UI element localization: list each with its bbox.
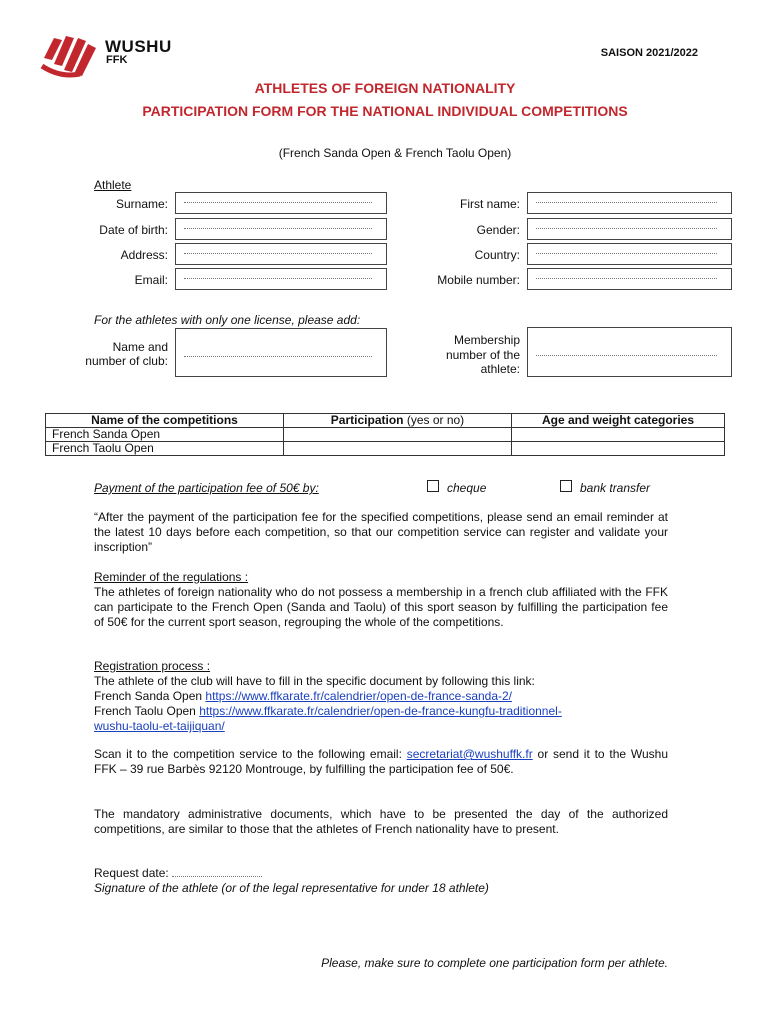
regulations-text: The athletes of foreign nationality who do not possess a membership in a french club affiliated with the FFK can participate to the French Open (Sanda and Taolu) of this sport season by fulfilling the participation fee of 50€ for the current sport season, regrouping the whole of the competitions. xyxy=(94,585,668,629)
table-row xyxy=(46,428,725,442)
firstname-field[interactable] xyxy=(527,192,732,214)
membership-label: Membership number of the athlete: xyxy=(445,333,520,376)
participation-cell[interactable] xyxy=(284,428,512,442)
taolu-open-link[interactable]: https://www.ffkarate.fr/calendrier/open-de-france-kungfu-traditionnel- xyxy=(199,704,562,718)
license-note: For the athletes with only one license, please add: xyxy=(94,313,361,327)
regulations-heading: Reminder of the regulations : xyxy=(94,570,249,584)
bank-transfer-checkbox[interactable] xyxy=(560,480,572,492)
membership-field[interactable] xyxy=(527,327,732,377)
title-line-1: ATHLETES OF FOREIGN NATIONALITY xyxy=(254,80,516,96)
request-date[interactable]: Request date: xyxy=(94,866,262,880)
table-header-row xyxy=(46,414,725,428)
title-line-2: PARTICIPATION FORM FOR THE NATIONAL INDIVIDUAL COMPETITIONS xyxy=(142,103,628,119)
taolu-open-label: French Taolu Open xyxy=(94,704,196,718)
surname-field[interactable] xyxy=(175,192,387,214)
country-label: Country: xyxy=(474,248,520,262)
registration-heading: Registration process : xyxy=(94,659,211,673)
competition-name: French Taolu Open xyxy=(46,442,284,456)
bank-transfer-label: bank transfer xyxy=(580,481,651,495)
competitions-table xyxy=(45,413,725,456)
dob-field[interactable] xyxy=(175,218,387,240)
secretariat-email-link[interactable]: secretariat@wushuffk.fr xyxy=(406,747,533,761)
documents-paragraph: The mandatory administrative documents, which have to be presented the day of the authorized competitions, are similar to those that the athletes of French nationality have to present. xyxy=(94,807,668,836)
registration-section xyxy=(94,659,668,734)
cheque-checkbox[interactable] xyxy=(427,480,439,492)
footer-note: Please, make sure to complete one participation form per athlete. xyxy=(321,956,668,970)
subtitle: (French Sanda Open & French Taolu Open) xyxy=(278,146,512,160)
address-label: Address: xyxy=(120,248,168,262)
header-participation: Participation (yes or no) xyxy=(284,414,512,428)
sanda-open-label: French Sanda Open xyxy=(94,689,203,703)
participation-cell[interactable] xyxy=(284,442,512,456)
categories-cell[interactable] xyxy=(512,428,725,442)
regulations-section xyxy=(94,570,668,630)
signature-label: Signature of the athlete (or of the legal representative for under 18 athlete) xyxy=(94,881,489,895)
cheque-label: cheque xyxy=(447,481,487,495)
scan-paragraph: Scan it to the competition service to the following email: secretariat@wushuffk.fr or send it to the Wushu FFK – 39 rue Barbès 92120 Montrouge, by fulfilling the participation fee of 50€. xyxy=(94,747,668,776)
gender-label: Gender: xyxy=(476,223,520,237)
club-label: Name and number of club: xyxy=(85,340,168,368)
taolu-open-link-cont[interactable]: wushu-taolu-et-taijiquan/ xyxy=(94,719,225,733)
header-competitions: Name of the competitions xyxy=(46,414,284,428)
surname-label: Surname: xyxy=(115,197,168,211)
logo-name: WUSHU xyxy=(105,37,172,56)
wushu-ffk-logo-icon xyxy=(40,30,100,78)
email-label: Email: xyxy=(134,273,168,287)
club-field[interactable] xyxy=(175,328,387,377)
table-row xyxy=(46,442,725,456)
payment-label: Payment of the participation fee of 50€ by: xyxy=(94,481,319,495)
categories-cell[interactable] xyxy=(512,442,725,456)
gender-field[interactable] xyxy=(527,218,732,240)
athlete-heading: Athlete xyxy=(94,178,132,192)
country-field[interactable] xyxy=(527,243,732,265)
mobile-label: Mobile number: xyxy=(437,273,520,287)
mobile-field[interactable] xyxy=(527,268,732,290)
registration-line: The athlete of the club will have to fill in the specific document by following this link: xyxy=(94,674,535,688)
address-field[interactable] xyxy=(175,243,387,265)
firstname-label: First name: xyxy=(459,197,520,211)
dob-label: Date of birth: xyxy=(99,223,168,237)
email-field[interactable] xyxy=(175,268,387,290)
logo-sub: FFK xyxy=(106,54,128,66)
sanda-open-link[interactable]: https://www.ffkarate.fr/calendrier/open-de-france-sanda-2/ xyxy=(205,689,513,703)
competition-name: French Sanda Open xyxy=(46,428,284,442)
season-label: SAISON 2021/2022 xyxy=(600,47,698,59)
header-categories: Age and weight categories xyxy=(512,414,725,428)
reminder-quote: “After the payment of the participation fee for the specified competitions, please send an email reminder at the latest 10 days before each competition, so that our competition service can register and validate your inscription” xyxy=(94,510,668,554)
